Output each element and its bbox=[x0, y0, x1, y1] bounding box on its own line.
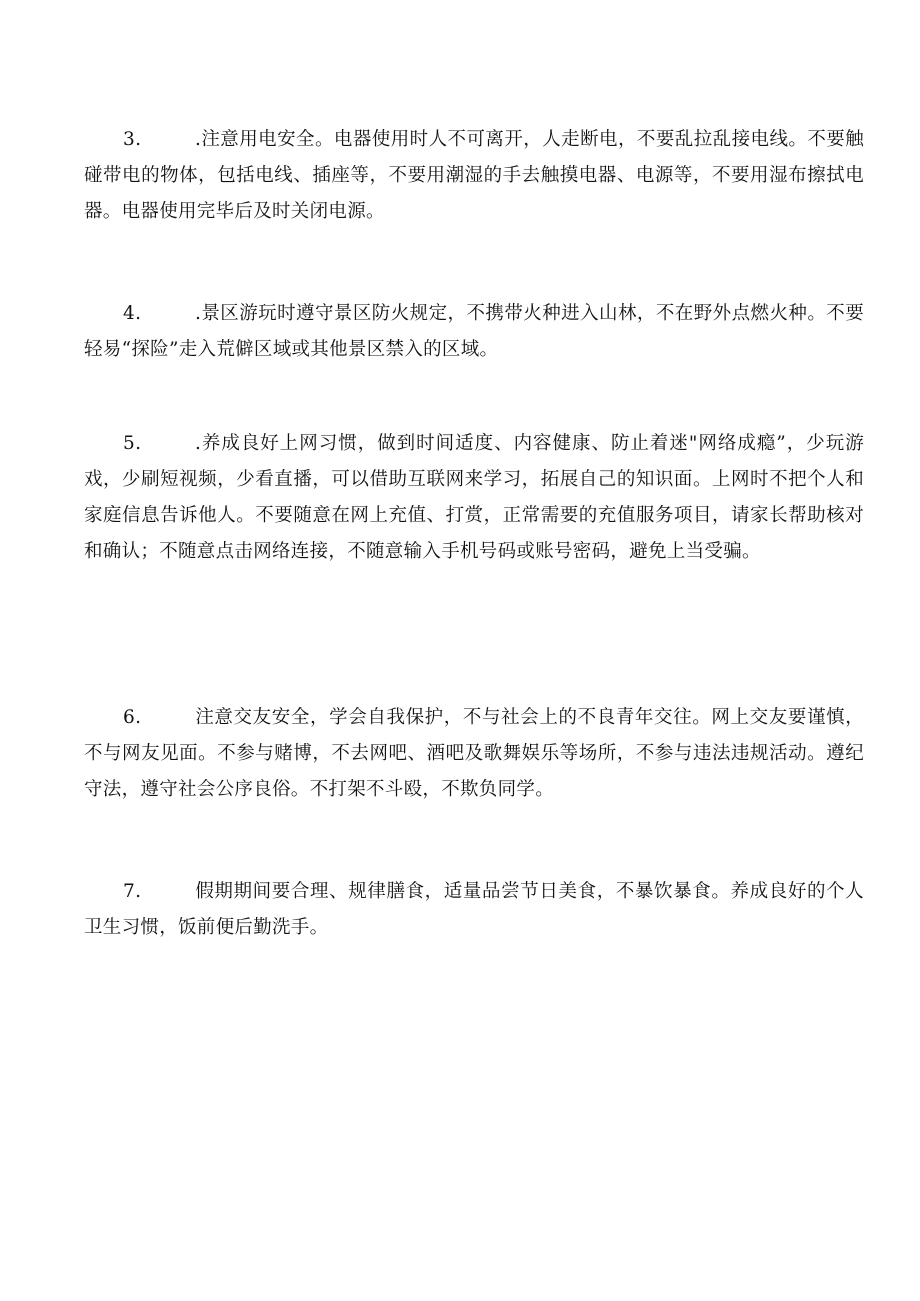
item-text: .注意用电安全。电器使用时人不可离开，人走断电，不要乱拉乱接电线。不要触碰带电的物体，包括电线、插座等，不要用潮湿的手去触摸电器、电源等，不要用湿布擦拭电器。电器使用完毕后及时关闭电源。 bbox=[84, 129, 864, 222]
item-text: .景区游玩时遵守景区防火规定，不携带火种进入山林，不在野外点燃火种。不要轻易“探险”走入荒僻区域或其他景区禁入的区域。 bbox=[84, 303, 864, 360]
item-number: 7. bbox=[123, 881, 142, 902]
item-number: 4. bbox=[123, 303, 142, 324]
list-item-7 bbox=[84, 874, 864, 946]
item-number: 6. bbox=[123, 707, 142, 728]
item-text: 假期期间要合理、规律膳食，适量品尝节日美食，不暴饮暴食。养成良好的个人卫生习惯，饭前便后勤洗手。 bbox=[84, 881, 864, 938]
item-text: 注意交友安全，学会自我保护，不与社会上的不良青年交往。网上交友要谨慎，不与网友见面。不参与赌博，不去网吧、酒吧及歌舞娱乐等场所，不参与违法违规活动。遵纪守法，遵守社会公序良俗。不打架不斗殴，不欺负同学。 bbox=[84, 707, 864, 800]
list-item-5 bbox=[84, 426, 864, 570]
item-number: 5. bbox=[123, 433, 142, 454]
list-item-4 bbox=[84, 296, 864, 368]
list-item-3 bbox=[84, 122, 864, 230]
item-number: 3. bbox=[123, 129, 142, 150]
list-item-6 bbox=[84, 700, 864, 808]
item-text: .养成良好上网习惯，做到时间适度、内容健康、防止着迷"网络成瘾”，少玩游戏，少刷短视频，少看直播，可以借助互联网来学习，拓展自己的知识面。上网时不把个人和家庭信息告诉他人。不要随意在网上充值、打赏，正常需要的充值服务项目，请家长帮助核对和确认；不随意点击网络连接，不随意输入手机号码或账号密码，避免上当受骗。 bbox=[84, 433, 864, 562]
